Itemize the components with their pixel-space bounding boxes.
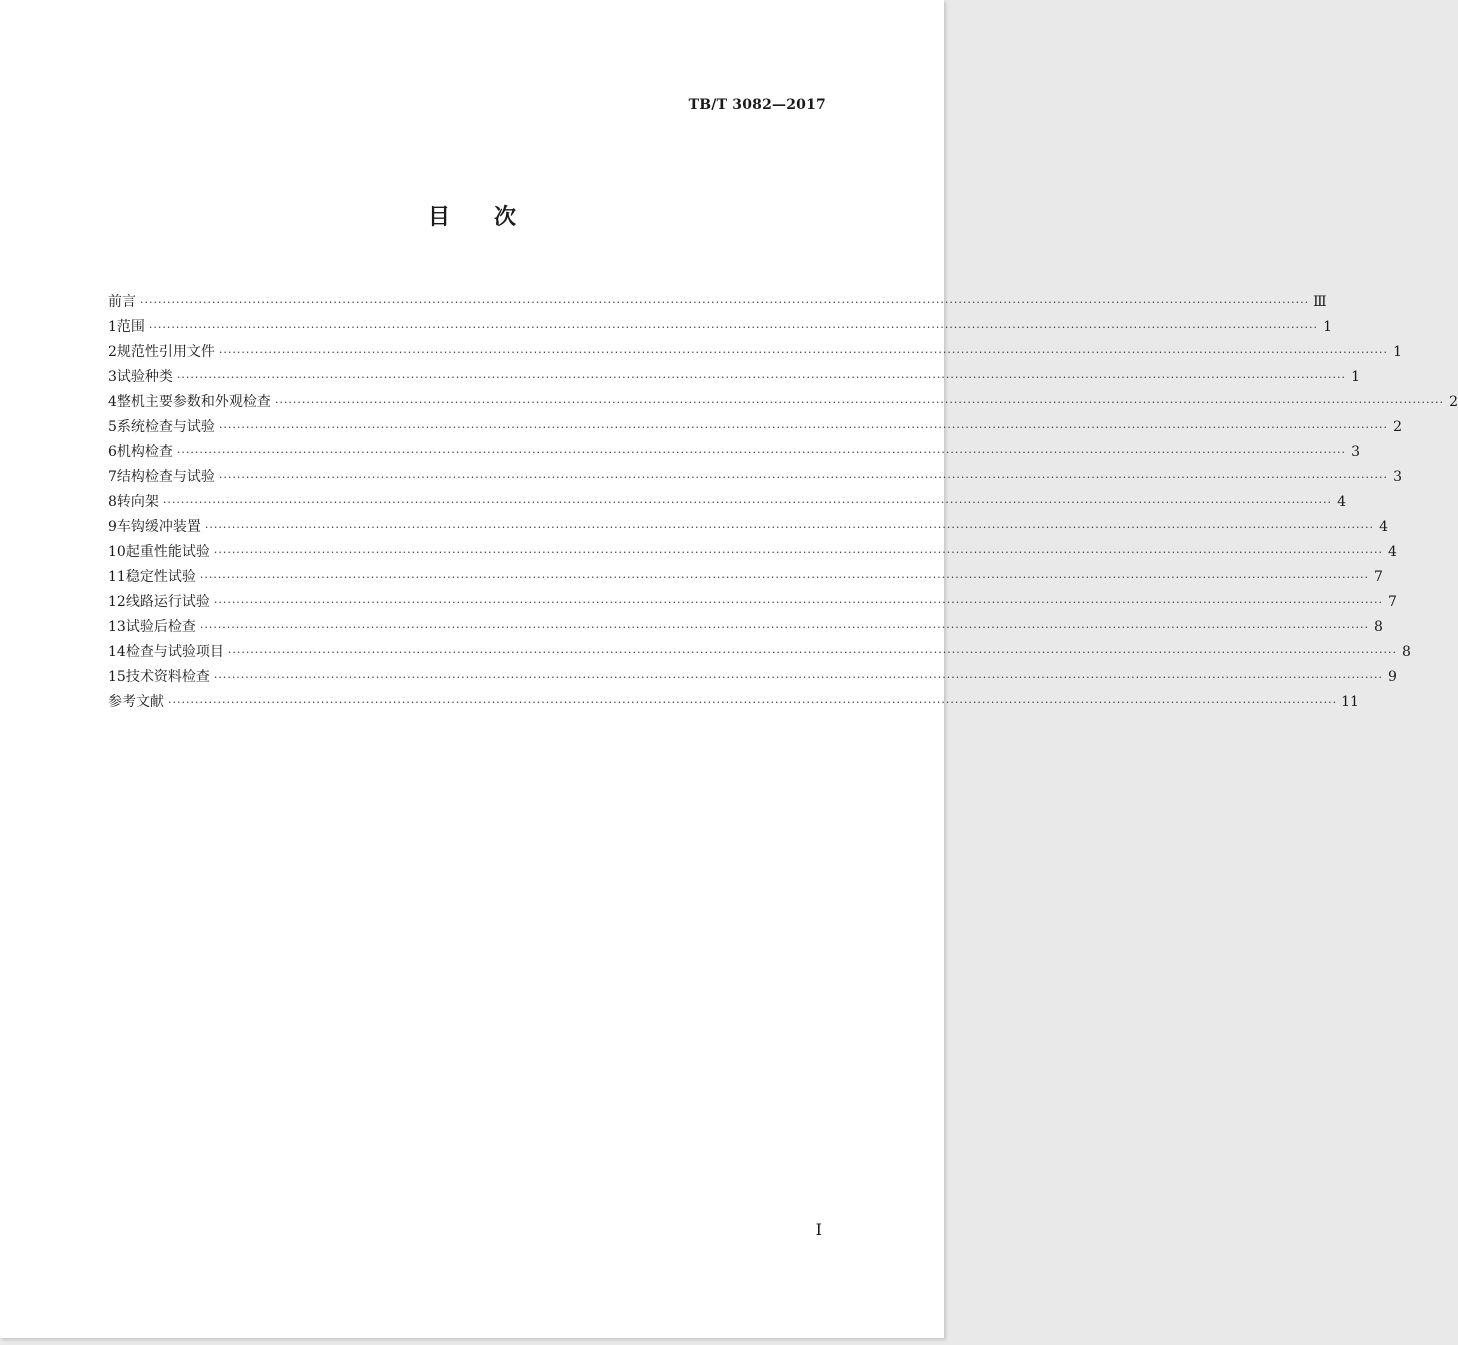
toc-entry-page: 9 — [1388, 669, 1397, 685]
toc-leader-dots: ···································································································································································································································································· — [176, 446, 1347, 459]
toc-entry-page: 7 — [1388, 594, 1397, 610]
toc-leader-dots: ···································································································································································································································································· — [176, 371, 1347, 384]
toc-entry[interactable] — [108, 690, 1359, 715]
toc-leader-dots: ···································································································································································································································································· — [218, 471, 1389, 484]
toc-leader-dots: ···································································································································································································································································· — [148, 321, 1319, 334]
toc-entry-number: 15 — [108, 669, 126, 685]
document-code: TB/T 3082—2017 — [688, 97, 826, 113]
toc-leader-dots: ···································································································································································································································································· — [213, 671, 1383, 684]
toc-entry[interactable] — [108, 515, 1389, 540]
toc-entry-page: 1 — [1323, 319, 1333, 335]
toc-leader-dots: ···································································································································································································································································· — [218, 421, 1389, 434]
toc-entry-number: 8 — [108, 494, 117, 510]
toc-entry-label: 试验后检查 — [125, 619, 196, 635]
toc-entry-label: 参考文献 — [108, 694, 164, 710]
toc-entry-page: 11 — [1341, 694, 1359, 710]
toc-entry-number: 1 — [108, 319, 117, 335]
toc-entry-label: 前言 — [108, 294, 136, 310]
toc-entry-page: 4 — [1379, 519, 1389, 535]
toc-entry-page: 2 — [1449, 394, 1458, 410]
toc-entry-page: 8 — [1402, 644, 1411, 660]
toc-entry-number: 3 — [108, 369, 117, 385]
toc-entry-label: 系统检查与试验 — [116, 419, 215, 435]
toc-entry-number: 11 — [108, 569, 126, 585]
toc-entry-label: 结构检查与试验 — [116, 469, 215, 485]
toc-leader-dots: ···································································································································································································································································· — [213, 546, 1383, 559]
toc-leader-dots: ···································································································································································································································································· — [204, 521, 1375, 534]
toc-leader-dots: ···································································································································································································································································· — [227, 646, 1397, 659]
toc-entry-label: 机构检查 — [116, 444, 173, 460]
toc-entry[interactable] — [108, 365, 1361, 390]
toc-entry[interactable] — [108, 465, 1403, 490]
toc-leader-dots: ···································································································································································································································································· — [213, 596, 1383, 609]
toc-entry-page: 1 — [1351, 369, 1361, 385]
toc-entry[interactable] — [108, 590, 1397, 615]
toc-entry[interactable] — [108, 565, 1383, 590]
toc-entry[interactable] — [108, 490, 1347, 515]
toc-entry-page: 1 — [1393, 344, 1403, 360]
toc-entry-page: 3 — [1393, 469, 1403, 485]
toc-entry-label: 稳定性试验 — [125, 569, 196, 585]
toc-entry-number: 10 — [108, 544, 126, 560]
toc-entry[interactable] — [108, 440, 1361, 465]
toc-leader-dots: ···································································································································································································································································· — [140, 296, 1310, 309]
toc-leader-dots: ···································································································································································································································································· — [199, 571, 1369, 584]
toc-entry[interactable] — [108, 340, 1403, 365]
toc-title: 目次 — [427, 204, 560, 230]
page-number: I — [815, 1220, 822, 1239]
toc-entry-number: 7 — [108, 469, 117, 485]
toc-entry-number: 2 — [108, 344, 117, 360]
toc-entry-label: 车钩缓冲装置 — [116, 519, 201, 535]
toc-leader-dots: ···································································································································································································································································· — [218, 346, 1389, 359]
toc-entry-page: 7 — [1374, 569, 1383, 585]
toc-leader-dots: ···································································································································································································································································· — [274, 396, 1445, 409]
toc-entry-page: 8 — [1374, 619, 1383, 635]
toc-entry[interactable] — [108, 315, 1333, 340]
toc-entry-page: 3 — [1351, 444, 1361, 460]
toc-entry-label: 起重性能试验 — [125, 544, 210, 560]
toc-entry[interactable] — [108, 290, 1327, 315]
toc-entry-label: 范围 — [116, 319, 145, 335]
toc-entry[interactable] — [108, 615, 1383, 640]
toc-entry-label: 线路运行试验 — [125, 594, 210, 610]
toc-entry-page: 4 — [1388, 544, 1397, 560]
toc-entry-page: 2 — [1393, 419, 1403, 435]
toc-entry-label: 整机主要参数和外观检查 — [116, 394, 271, 410]
toc-entry-number: 4 — [108, 394, 117, 410]
table-of-contents — [108, 290, 1458, 715]
toc-entry-label: 转向架 — [116, 494, 159, 510]
toc-entry-number: 9 — [108, 519, 117, 535]
toc-entry[interactable] — [108, 415, 1403, 440]
toc-entry-number: 14 — [108, 644, 126, 660]
toc-entry[interactable] — [108, 665, 1397, 690]
toc-entry-page: 4 — [1337, 494, 1347, 510]
toc-entry-page: Ⅲ — [1313, 294, 1327, 310]
toc-entry-label: 检查与试验项目 — [125, 644, 224, 660]
toc-entry-number: 12 — [108, 594, 126, 610]
toc-entry-label: 规范性引用文件 — [116, 344, 215, 360]
toc-entry-label: 试验种类 — [116, 369, 173, 385]
toc-leader-dots: ···································································································································································································································································· — [162, 496, 1333, 509]
toc-leader-dots: ···································································································································································································································································· — [168, 696, 1338, 709]
toc-entry[interactable] — [108, 390, 1458, 415]
toc-entry[interactable] — [108, 540, 1397, 565]
toc-entry-number: 6 — [108, 444, 117, 460]
toc-entry[interactable] — [108, 640, 1411, 665]
toc-entry-number: 13 — [108, 619, 126, 635]
toc-entry-number: 5 — [108, 419, 117, 435]
toc-leader-dots: ···································································································································································································································································· — [199, 621, 1369, 634]
toc-entry-label: 技术资料检查 — [125, 669, 210, 685]
